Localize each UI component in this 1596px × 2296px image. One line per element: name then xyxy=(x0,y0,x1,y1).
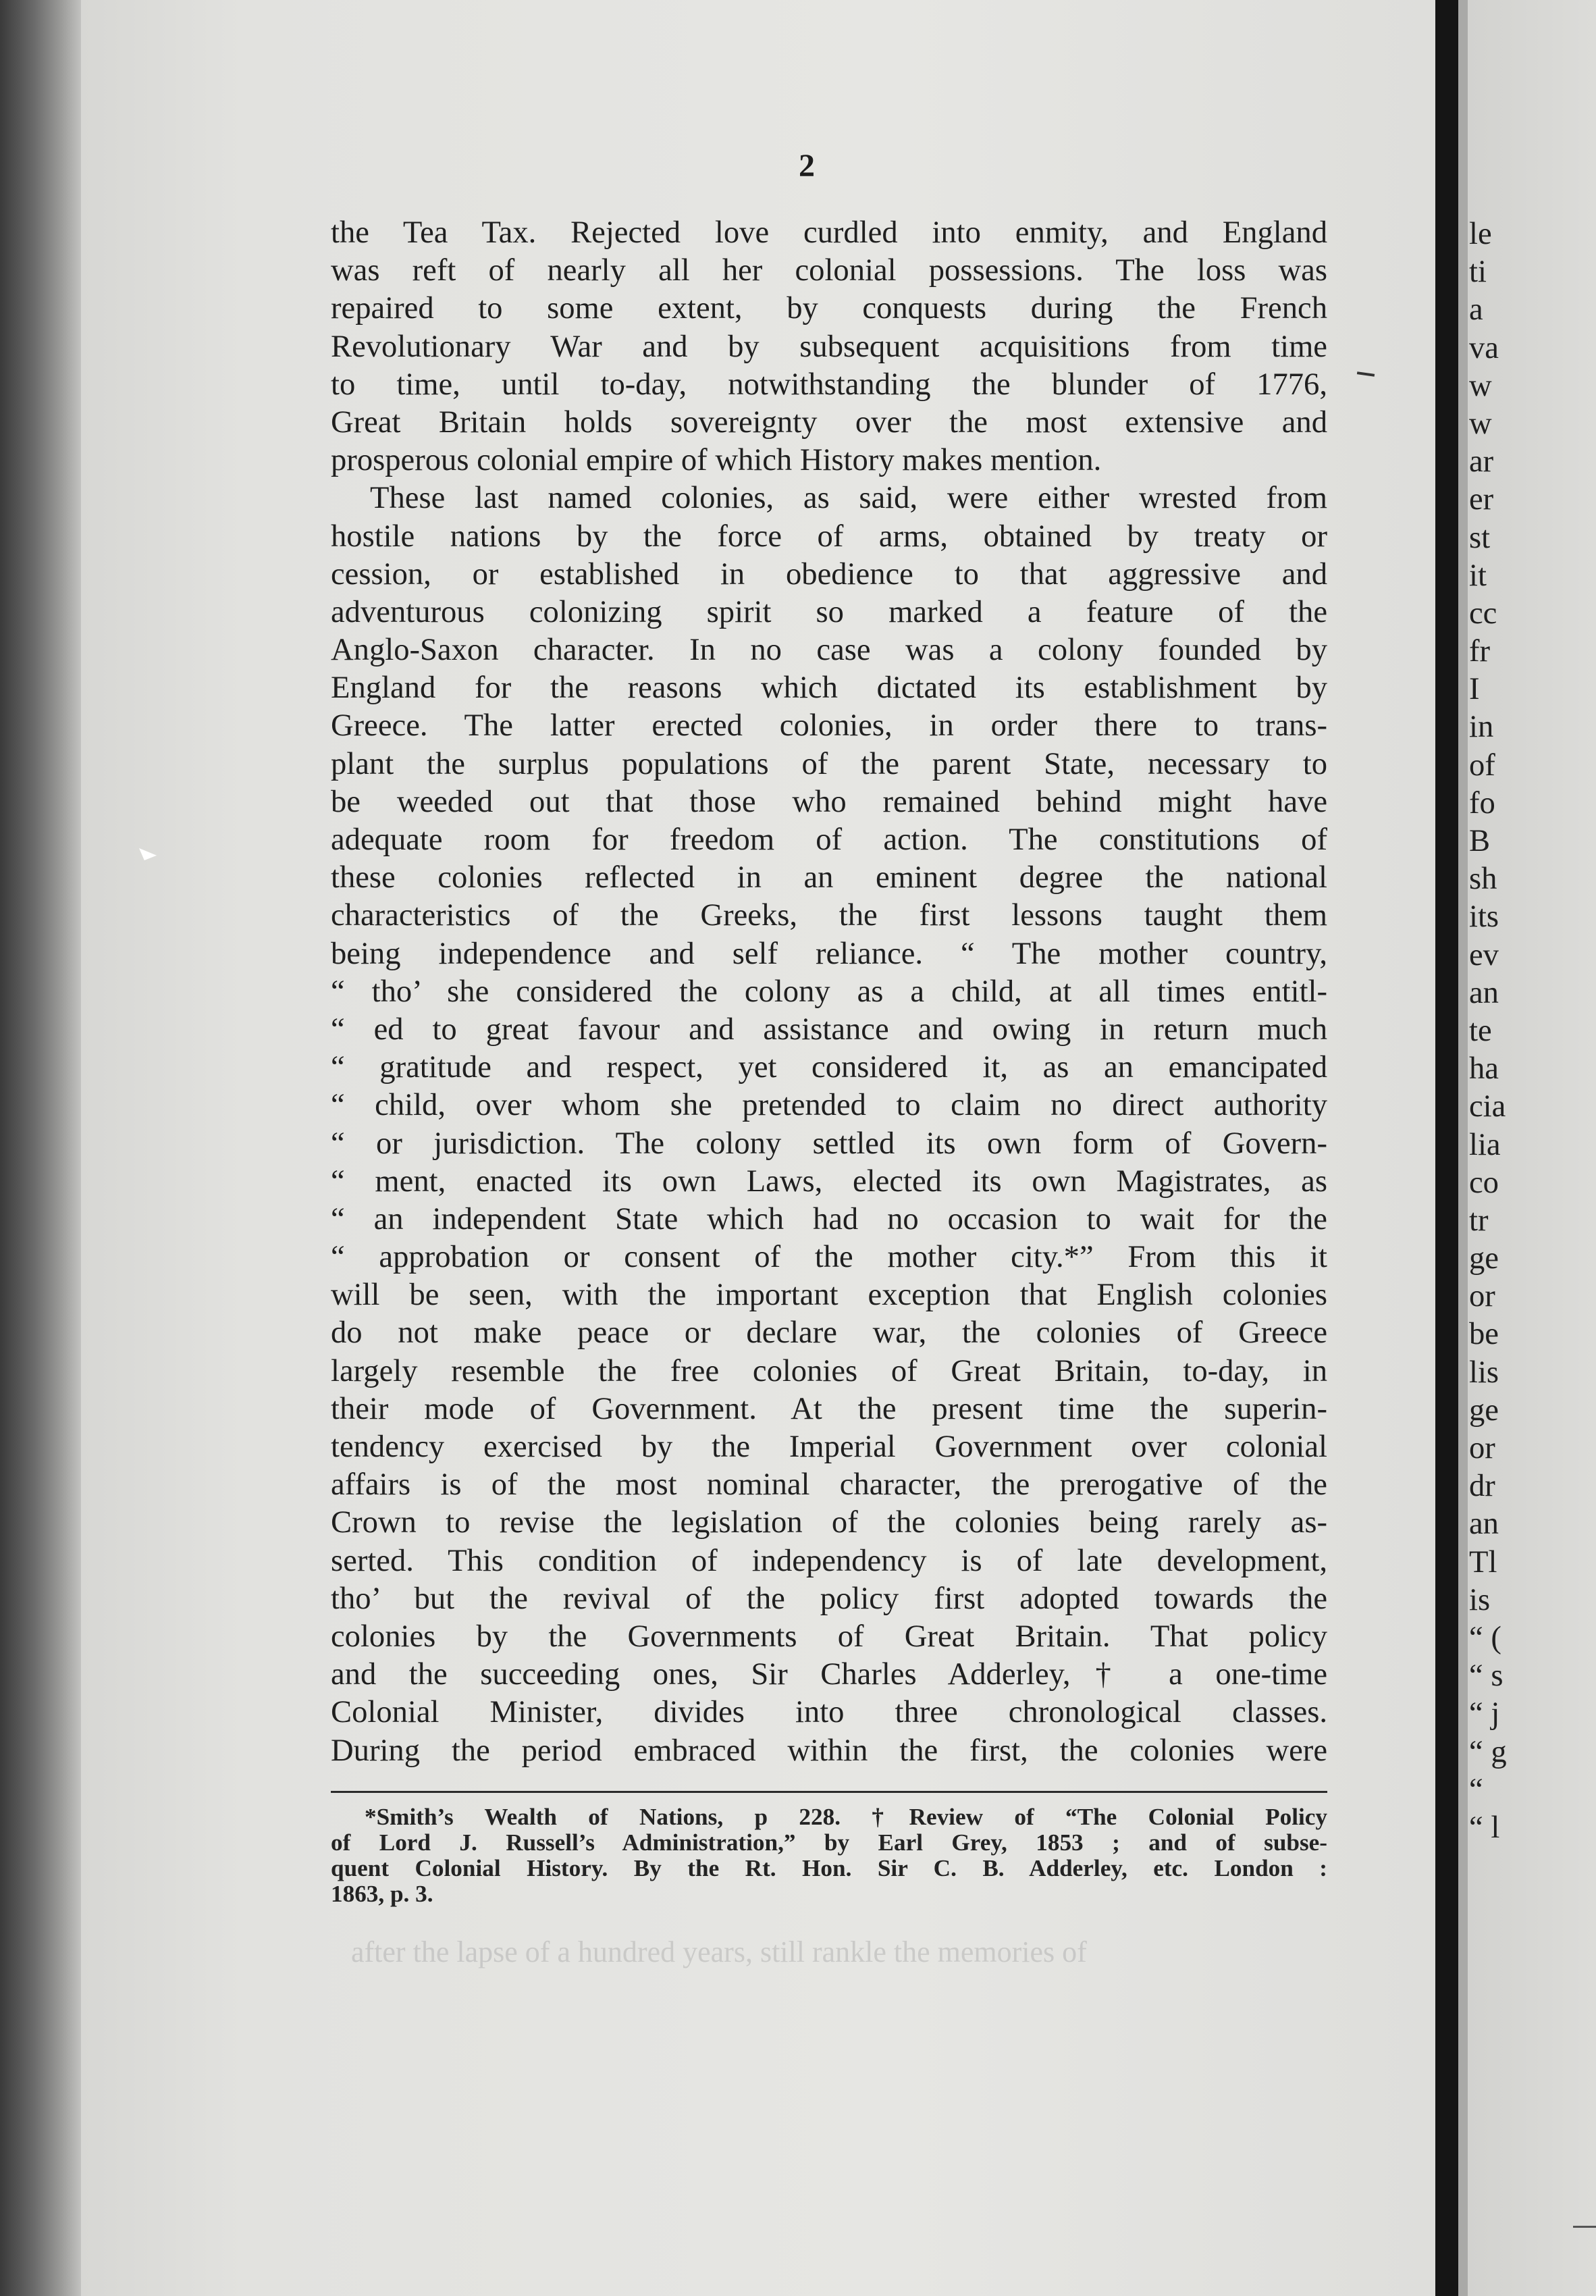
facing-page-fragment: or xyxy=(1469,1278,1495,1314)
page-number: 2 xyxy=(799,148,815,184)
facing-page-fragment: ar xyxy=(1469,444,1494,479)
facing-page-fragment: ge xyxy=(1469,1241,1499,1276)
facing-page-fragment: te xyxy=(1469,1012,1492,1048)
text-line: tho’ but the revival of the policy first adopted towards the xyxy=(331,1580,1327,1616)
text-line: tendency exercised by the Imperial Government over colonial xyxy=(331,1429,1327,1464)
facing-page-fragment: cc xyxy=(1469,595,1497,631)
facing-page-fragment: “ l xyxy=(1469,1809,1500,1845)
text-line: these colonies reflected in an eminent degree the national xyxy=(331,860,1327,895)
text-line: “ approbation or consent of the mother city.*” From this it xyxy=(331,1239,1327,1275)
text-line: England for the reasons which dictated its establishment by xyxy=(331,670,1327,706)
text-line: do not make peace or declare war, the colonies of Greece xyxy=(331,1315,1327,1351)
facing-page-fragment: “ xyxy=(1469,1771,1483,1807)
body-text xyxy=(331,213,1327,1769)
text-line: Revolutionary War and by subsequent acquisitions from time xyxy=(331,328,1327,364)
text-line: Colonial Minister, divides into three chronological classes. xyxy=(331,1694,1327,1730)
facing-page-fragment: sh xyxy=(1469,861,1497,897)
footnote-line: 1863, p. 3. xyxy=(331,1881,433,1907)
facing-page-fragment: in xyxy=(1469,709,1494,745)
text-line: Great Britain holds sovereignty over the most extensive and xyxy=(331,404,1327,440)
text-line: colonies by the Governments of Great Britain. That policy xyxy=(331,1618,1327,1654)
text-line: These last named colonies, as said, were either wrested from xyxy=(370,480,1327,516)
text-line: cession, or established in obedience to that aggressive and xyxy=(331,556,1327,592)
facing-page-fragment: fr xyxy=(1469,633,1491,669)
facing-page-fragment: “ s xyxy=(1469,1658,1504,1694)
text-line: adventurous colonizing spirit so marked a feature of the xyxy=(331,594,1327,629)
facing-page-fragment: dr xyxy=(1469,1468,1495,1504)
facing-page-fragment: w xyxy=(1469,367,1492,403)
facing-page-fragment: ge xyxy=(1469,1392,1499,1428)
text-line: will be seen, with the important exception that English colonies xyxy=(331,1277,1327,1313)
footnotes xyxy=(331,1804,1327,1907)
facing-page-fragment: er xyxy=(1469,481,1494,517)
text-line: Crown to revise the legislation of the colonies being rarely as- xyxy=(331,1505,1327,1540)
text-line: being independence and self reliance. “ The mother country, xyxy=(331,935,1327,971)
facing-page-fragment: I xyxy=(1469,671,1480,707)
text-line: “ child, over whom she pretended to claim no direct authority xyxy=(331,1087,1327,1123)
facing-page-fragment: cia xyxy=(1469,1089,1506,1124)
facing-page-fragment: “ j xyxy=(1469,1696,1500,1731)
facing-page-fragment: ti xyxy=(1469,254,1487,290)
facing-page-fragment: le xyxy=(1469,216,1492,251)
text-line: their mode of Government. At the present time the superin- xyxy=(331,1390,1327,1426)
text-line: serted. This condition of independency is of late development, xyxy=(331,1542,1327,1578)
facing-page-fragment: is xyxy=(1469,1582,1491,1617)
facing-page-fragment: fo xyxy=(1469,785,1495,820)
facing-page-fragment: be xyxy=(1469,1316,1499,1352)
facing-page-fragment: st xyxy=(1469,519,1491,555)
text-line: “ ed to great favour and assistance and owing in return much xyxy=(331,1011,1327,1047)
footnote-line: quent Colonial History. By the Rt. Hon. Sir C. B. Adderley, etc. London : xyxy=(331,1856,1327,1881)
facing-page-fragment: va xyxy=(1469,330,1499,365)
facing-page-fragment: “ g xyxy=(1469,1733,1507,1769)
scan-left-margin xyxy=(0,0,81,2296)
text-line: to time, until to-day, notwithstanding the blunder of 1776, xyxy=(331,366,1327,402)
facing-page-rule xyxy=(1573,2226,1596,2228)
facing-page-fragment: an xyxy=(1469,974,1499,1010)
text-line: Anglo-Saxon character. In no case was a colony founded by xyxy=(331,632,1327,668)
bleed-through-text: after the lapse of a hundred years, still rankle the memories of xyxy=(351,1935,1087,1968)
book-gutter xyxy=(1435,0,1458,2296)
facing-page-fragment: Tl xyxy=(1469,1544,1497,1580)
text-line: adequate room for freedom of action. The constitutions of xyxy=(331,822,1327,857)
footnote-line: *Smith’s Wealth of Nations, p 228. †Review of “The Colonial Policy xyxy=(365,1804,1327,1830)
footnote-line: of Lord J. Russell’s Administration,” by Earl Grey, 1853 ; and of subse- xyxy=(331,1830,1327,1856)
gutter-edge xyxy=(1458,0,1468,2296)
facing-page-fragment: it xyxy=(1469,557,1487,593)
facing-page-fragment: ha xyxy=(1469,1051,1499,1087)
text-line: be weeded out that those who remained behind might have xyxy=(331,783,1327,819)
text-line: the Tea Tax. Rejected love curdled into enmity, and England xyxy=(331,215,1327,250)
text-line: prosperous colonial empire of which History makes mention. xyxy=(331,442,1102,478)
facing-page-fragment: lia xyxy=(1469,1126,1501,1162)
text-line: During the period embraced within the first, the colonies were xyxy=(331,1732,1327,1768)
facing-page-fragment: co xyxy=(1469,1164,1499,1200)
text-line: hostile nations by the force of arms, obtained by treaty or xyxy=(331,518,1327,554)
text-line: largely resemble the free colonies of Great Britain, to-day, in xyxy=(331,1353,1327,1388)
text-line: plant the surplus populations of the parent State, necessary to xyxy=(331,746,1327,781)
footnote-rule xyxy=(331,1791,1327,1793)
text-line: “ an independent State which had no occasion to wait for the xyxy=(331,1201,1327,1236)
text-line: characteristics of the Greeks, the first lessons taught them xyxy=(331,897,1327,933)
text-line: Greece. The latter erected colonies, in order there to trans- xyxy=(331,708,1327,743)
text-line: and the succeeding ones, Sir Charles Adderley,† a one-time xyxy=(331,1656,1327,1692)
facing-page-fragment: its xyxy=(1469,899,1499,935)
facing-page-fragment: of xyxy=(1469,747,1495,783)
text-line: “ gratitude and respect, yet considered it, as an emancipated xyxy=(331,1049,1327,1085)
text-line: “ tho’ she considered the colony as a child, at all times entitl- xyxy=(331,973,1327,1009)
facing-page-fragment: B xyxy=(1469,823,1491,858)
text-line: “ ment, enacted its own Laws, elected its own Magistrates, as xyxy=(331,1163,1327,1199)
facing-page-fragment: tr xyxy=(1469,1202,1489,1238)
facing-page-fragment: “ ( xyxy=(1469,1619,1501,1655)
facing-page-fragment: lis xyxy=(1469,1354,1499,1390)
facing-page-fragment: w xyxy=(1469,405,1492,441)
text-line: was reft of nearly all her colonial possessions. The loss was xyxy=(331,253,1327,288)
facing-page-fragment: a xyxy=(1469,292,1483,328)
facing-page-text-fragments xyxy=(1469,215,1523,1846)
text-line: “ or jurisdiction. The colony settled its own form of Govern- xyxy=(331,1125,1327,1161)
text-line: affairs is of the most nominal character, the prerogative of the xyxy=(331,1467,1327,1503)
facing-page-fragment: ev xyxy=(1469,937,1499,972)
facing-page-fragment: an xyxy=(1469,1506,1499,1542)
facing-page-fragment: or xyxy=(1469,1430,1495,1465)
text-line: repaired to some extent, by conquests during the French xyxy=(331,290,1327,326)
